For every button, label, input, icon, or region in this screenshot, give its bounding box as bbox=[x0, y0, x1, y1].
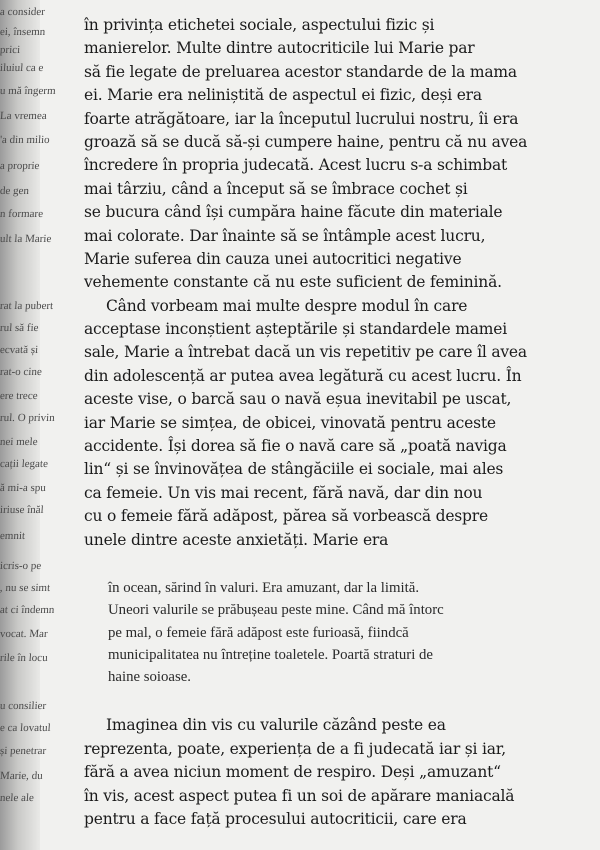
text-line: Marie suferea din cauza unei autocritici negative bbox=[84, 249, 462, 268]
gutter-fragment: La vremea bbox=[0, 110, 48, 122]
text-line: sale, Marie a întrebat dacă un vis repetitiv pe care îl avea bbox=[84, 343, 527, 362]
quote-line: haine soioase. bbox=[108, 669, 192, 686]
facing-page-gutter-text bbox=[0, 0, 57, 850]
dream-quote-block bbox=[108, 577, 578, 688]
gutter-fragment: u mă îngerm bbox=[0, 85, 57, 97]
text-line: pentru a face față procesului autocriticii, care era bbox=[84, 810, 467, 829]
gutter-fragment: și penetrar bbox=[0, 745, 47, 757]
text-line: lin“ și se învinovățea de stângăciile ei sociale, mai ales bbox=[84, 460, 504, 479]
text-line: foarte atrăgătoare, iar la începutul lucrului nostru, îi era bbox=[84, 109, 519, 128]
text-line: unele dintre aceste anxietăți. Marie era bbox=[84, 530, 389, 549]
gutter-fragment: vocat. Mar bbox=[0, 628, 49, 640]
gutter-fragment: n formare bbox=[0, 208, 44, 220]
gutter-fragment: u consilier bbox=[0, 700, 47, 712]
text-line: acceptase inconștient așteptările și standardele mamei bbox=[84, 320, 507, 339]
gutter-fragment: rul să fie bbox=[0, 322, 39, 334]
text-line: manierelor. Multe dintre autocriticile lui Marie par bbox=[84, 39, 475, 58]
gutter-fragment: rat-o cine bbox=[0, 366, 43, 378]
text-line: ca femeie. Un vis mai recent, fără navă, dar din nou bbox=[84, 483, 483, 502]
gutter-fragment: iluiul ca e bbox=[0, 62, 44, 74]
quote-line: Uneori valurile se prăbușeau peste mine. Când mă întorc bbox=[108, 602, 444, 619]
text-line: cu o femeie fără adăpost, părea să vorbească despre bbox=[84, 507, 488, 526]
gutter-fragment: ecvată și bbox=[0, 344, 39, 356]
gutter-fragment: ei, însemn bbox=[0, 26, 46, 38]
gutter-fragment: 'a din milio bbox=[0, 134, 51, 146]
quote-line: municipalitatea nu întreține toaletele. Poartă straturi de bbox=[108, 646, 433, 663]
gutter-fragment: prici bbox=[0, 44, 21, 56]
gutter-fragment: ere trece bbox=[0, 390, 38, 402]
text-line: reprezenta, poate, experiența de a fi judecată iar și iar, bbox=[84, 739, 507, 758]
gutter-fragment: nei mele bbox=[0, 436, 38, 448]
text-line: încredere în propria judecată. Acest lucru s-a schimbat bbox=[84, 156, 508, 175]
text-line: din adolescență ar putea avea legătură cu acest lucru. În bbox=[84, 366, 522, 385]
gutter-fragment: e ca lovatul bbox=[0, 722, 52, 734]
gutter-fragment: rat la pubert bbox=[0, 300, 54, 312]
text-line: să fie legate de preluarea acestor standarde de la mama bbox=[84, 62, 517, 81]
gutter-fragment: a consider bbox=[0, 6, 46, 18]
gutter-fragment: cații legate bbox=[0, 458, 49, 470]
post-quote-paragraph bbox=[84, 714, 584, 832]
body-paragraphs bbox=[84, 14, 584, 552]
text-line: mai târziu, când a început să se îmbrace cochet și bbox=[84, 179, 468, 198]
text-line: Imaginea din vis cu valurile căzând peste ea bbox=[106, 716, 446, 734]
text-line: aceste vise, o barcă sau o navă eșua inevitabil pe uscat, bbox=[84, 390, 512, 409]
text-line: groază să se ducă să-și cumpere haine, pentru că nu avea bbox=[84, 132, 528, 151]
quote-line: în ocean, sărind în valuri. Era amuzant, dar la limită. bbox=[108, 580, 420, 596]
gutter-fragment: ă mi-a spu bbox=[0, 482, 47, 494]
text-line: fără a avea niciun moment de respiro. Deși „amuzant“ bbox=[84, 763, 501, 782]
gutter-fragment: rile în locu bbox=[0, 652, 49, 664]
gutter-fragment: iriuse înăl bbox=[0, 504, 45, 516]
text-line: ei. Marie era neliniștită de aspectul ei fizic, deși era bbox=[84, 86, 482, 105]
gutter-fragment: icris-o pe bbox=[0, 560, 42, 572]
gutter-fragment: rul. O privin bbox=[0, 412, 56, 424]
text-line: în privința etichetei sociale, aspectului fizic și bbox=[84, 16, 435, 34]
gutter-fragment: nele ale bbox=[0, 792, 35, 804]
text-line: mai colorate. Dar înainte să se întâmple acest lucru, bbox=[84, 226, 486, 245]
text-line: în vis, acest aspect putea fi un soi de apărare maniacală bbox=[84, 786, 515, 805]
text-line: Când vorbeam mai multe despre modul în care bbox=[106, 296, 468, 315]
text-line: se bucura când își cumpăra haine făcute din materiale bbox=[84, 203, 503, 222]
gutter-fragment: Marie, du bbox=[0, 770, 44, 782]
gutter-fragment: ult la Marie bbox=[0, 233, 52, 245]
gutter-fragment: at ci îndemn bbox=[0, 604, 55, 616]
gutter-fragment: a proprie bbox=[0, 160, 40, 172]
text-line: vehemente constante că nu este suficient de feminină. bbox=[84, 273, 502, 292]
gutter-fragment: emnit bbox=[0, 530, 26, 542]
text-line: iar Marie se simțea, de obicei, vinovată pentru aceste bbox=[84, 413, 496, 432]
quote-line: pe mal, o femeie fără adăpost este furioasă, fiindcă bbox=[108, 624, 409, 641]
gutter-fragment: , nu se simt bbox=[0, 582, 51, 594]
text-line: accidente. Își dorea să fie o navă care să „poată naviga bbox=[84, 437, 507, 456]
gutter-fragment: de gen bbox=[0, 185, 30, 197]
